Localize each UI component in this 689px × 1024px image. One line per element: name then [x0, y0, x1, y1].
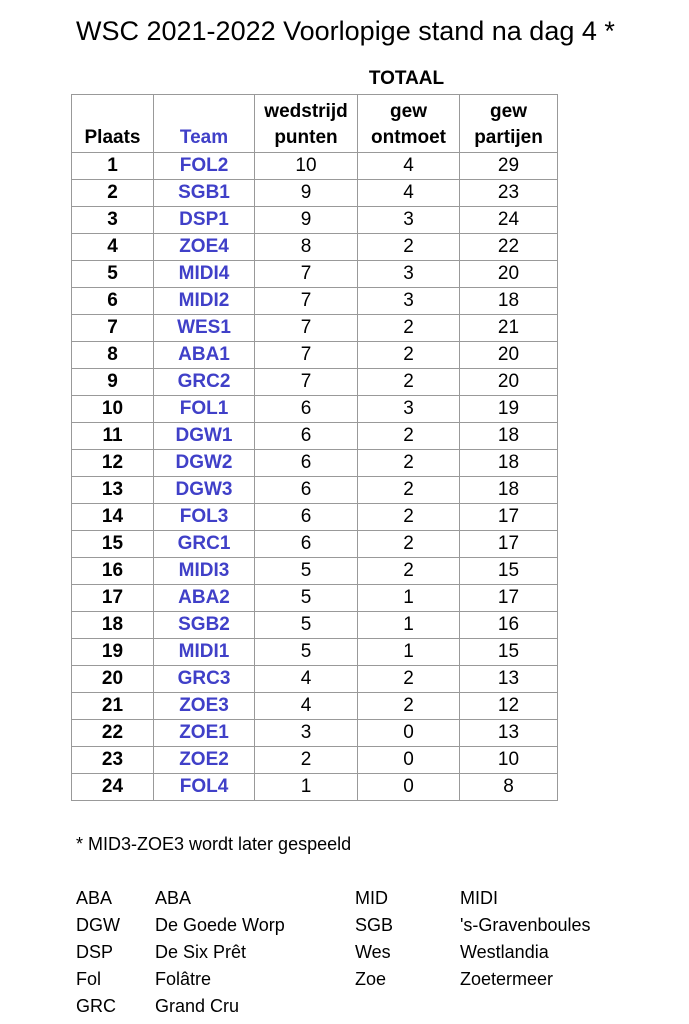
cell-ontmoet: 2 [358, 342, 460, 369]
cell-ontmoet: 3 [358, 396, 460, 423]
cell-plaats: 24 [72, 774, 154, 801]
legend-abbr: SGB [355, 915, 394, 935]
cell-team: ABA1 [154, 342, 255, 369]
cell-plaats: 8 [72, 342, 154, 369]
header-gew-partijen: gew partijen [460, 95, 558, 153]
cell-ontmoet: 4 [358, 180, 460, 207]
cell-ontmoet: 2 [358, 477, 460, 504]
cell-plaats: 12 [72, 450, 154, 477]
cell-team: DGW1 [154, 423, 255, 450]
cell-plaats: 1 [72, 153, 154, 180]
cell-partijen: 13 [460, 666, 558, 693]
page-title: WSC 2021-2022 Voorlopige stand na dag 4 * [76, 16, 615, 46]
cell-plaats: 7 [72, 315, 154, 342]
cell-plaats: 9 [72, 369, 154, 396]
cell-partijen: 10 [460, 747, 558, 774]
cell-punten: 5 [255, 639, 358, 666]
cell-team: FOL3 [154, 504, 255, 531]
cell-plaats: 18 [72, 612, 154, 639]
cell-team: DGW3 [154, 477, 255, 504]
legend-name: Zoetermeer [460, 969, 554, 989]
cell-plaats: 22 [72, 720, 154, 747]
cell-partijen: 18 [460, 450, 558, 477]
cell-team: FOL1 [154, 396, 255, 423]
legend-name: 's-Gravenboules [460, 915, 591, 935]
cell-partijen: 8 [460, 774, 558, 801]
table-row [72, 477, 558, 504]
cell-plaats: 16 [72, 558, 154, 585]
cell-partijen: 16 [460, 612, 558, 639]
legend-abbr: DSP [76, 942, 114, 962]
cell-team: GRC3 [154, 666, 255, 693]
table-row [72, 666, 558, 693]
cell-ontmoet: 2 [358, 531, 460, 558]
cell-punten: 6 [255, 477, 358, 504]
cell-partijen: 18 [460, 423, 558, 450]
table-row [72, 531, 558, 558]
cell-team: MIDI1 [154, 639, 255, 666]
cell-ontmoet: 0 [358, 774, 460, 801]
cell-punten: 7 [255, 261, 358, 288]
legend-abbr: GRC [76, 996, 116, 1016]
cell-plaats: 2 [72, 180, 154, 207]
table-row [72, 720, 558, 747]
table-row [72, 639, 558, 666]
cell-team: MIDI3 [154, 558, 255, 585]
cell-team: MIDI4 [154, 261, 255, 288]
cell-partijen: 23 [460, 180, 558, 207]
cell-ontmoet: 3 [358, 207, 460, 234]
cell-team: ZOE1 [154, 720, 255, 747]
table-row [72, 747, 558, 774]
cell-ontmoet: 1 [358, 585, 460, 612]
cell-ontmoet: 1 [358, 639, 460, 666]
cell-ontmoet: 2 [358, 693, 460, 720]
cell-punten: 8 [255, 234, 358, 261]
cell-partijen: 17 [460, 504, 558, 531]
cell-team: ZOE3 [154, 693, 255, 720]
cell-team: FOL2 [154, 153, 255, 180]
cell-plaats: 15 [72, 531, 154, 558]
cell-ontmoet: 2 [358, 315, 460, 342]
cell-punten: 1 [255, 774, 358, 801]
table-row [72, 261, 558, 288]
totaal-header: TOTAAL [368, 68, 445, 89]
table-row [72, 315, 558, 342]
cell-ontmoet: 2 [358, 666, 460, 693]
cell-ontmoet: 2 [358, 504, 460, 531]
cell-partijen: 20 [460, 261, 558, 288]
cell-punten: 4 [255, 666, 358, 693]
cell-team: GRC2 [154, 369, 255, 396]
cell-plaats: 4 [72, 234, 154, 261]
table-row [72, 585, 558, 612]
header-wedstrijd-punten: wedstrijd punten [255, 95, 358, 153]
cell-partijen: 22 [460, 234, 558, 261]
cell-plaats: 6 [72, 288, 154, 315]
cell-team: WES1 [154, 315, 255, 342]
cell-punten: 6 [255, 396, 358, 423]
cell-team: GRC1 [154, 531, 255, 558]
footnote: * MID3-ZOE3 wordt later gespeeld [76, 834, 352, 854]
cell-team: DSP1 [154, 207, 255, 234]
cell-ontmoet: 1 [358, 612, 460, 639]
cell-plaats: 13 [72, 477, 154, 504]
table-row [72, 504, 558, 531]
cell-partijen: 17 [460, 531, 558, 558]
legend-abbr: DGW [76, 915, 120, 935]
cell-punten: 10 [255, 153, 358, 180]
cell-punten: 3 [255, 720, 358, 747]
cell-plaats: 17 [72, 585, 154, 612]
legend-name: De Goede Worp [155, 915, 285, 935]
table-row [72, 774, 558, 801]
cell-partijen: 13 [460, 720, 558, 747]
cell-punten: 4 [255, 693, 358, 720]
table-row [72, 693, 558, 720]
cell-ontmoet: 2 [358, 423, 460, 450]
table-row [72, 153, 558, 180]
cell-ontmoet: 2 [358, 450, 460, 477]
cell-punten: 6 [255, 423, 358, 450]
standings-table [71, 94, 558, 801]
cell-partijen: 21 [460, 315, 558, 342]
cell-ontmoet: 4 [358, 153, 460, 180]
legend-abbr: Fol [76, 969, 102, 989]
cell-partijen: 18 [460, 477, 558, 504]
cell-partijen: 18 [460, 288, 558, 315]
legend-abbr: MID [355, 888, 388, 908]
cell-team: FOL4 [154, 774, 255, 801]
table-row [72, 288, 558, 315]
legend-name: ABA [155, 888, 192, 908]
table-row [72, 369, 558, 396]
legend-abbr: ABA [76, 888, 113, 908]
cell-punten: 9 [255, 180, 358, 207]
cell-punten: 6 [255, 504, 358, 531]
table-row [72, 207, 558, 234]
legend-name: Grand Cru [155, 996, 240, 1016]
cell-punten: 9 [255, 207, 358, 234]
table-row [72, 342, 558, 369]
cell-partijen: 12 [460, 693, 558, 720]
cell-plaats: 14 [72, 504, 154, 531]
cell-team: SGB1 [154, 180, 255, 207]
cell-ontmoet: 3 [358, 261, 460, 288]
legend-name: De Six Prêt [155, 942, 247, 962]
cell-plaats: 11 [72, 423, 154, 450]
header-team: Team [154, 95, 255, 153]
table-row [72, 558, 558, 585]
cell-punten: 7 [255, 315, 358, 342]
cell-team: ZOE2 [154, 747, 255, 774]
cell-punten: 7 [255, 288, 358, 315]
cell-partijen: 15 [460, 558, 558, 585]
cell-partijen: 20 [460, 342, 558, 369]
legend-abbr: Wes [355, 942, 391, 962]
cell-punten: 7 [255, 369, 358, 396]
cell-punten: 6 [255, 531, 358, 558]
cell-punten: 5 [255, 585, 358, 612]
cell-plaats: 21 [72, 693, 154, 720]
cell-plaats: 3 [72, 207, 154, 234]
cell-plaats: 23 [72, 747, 154, 774]
cell-punten: 5 [255, 612, 358, 639]
cell-team: DGW2 [154, 450, 255, 477]
cell-ontmoet: 0 [358, 747, 460, 774]
legend-name: Folâtre [155, 969, 212, 989]
cell-partijen: 17 [460, 585, 558, 612]
cell-partijen: 20 [460, 369, 558, 396]
table-row [72, 396, 558, 423]
cell-plaats: 5 [72, 261, 154, 288]
legend-abbr: Zoe [355, 969, 387, 989]
cell-partijen: 19 [460, 396, 558, 423]
cell-partijen: 29 [460, 153, 558, 180]
cell-team: MIDI2 [154, 288, 255, 315]
header-plaats: Plaats [72, 95, 154, 153]
table-row [72, 234, 558, 261]
header-gew-ontmoet: gew ontmoet [358, 95, 460, 153]
cell-team: SGB2 [154, 612, 255, 639]
cell-punten: 2 [255, 747, 358, 774]
cell-team: ZOE4 [154, 234, 255, 261]
legend-name: MIDI [460, 888, 498, 908]
legend-name: Westlandia [460, 942, 549, 962]
cell-ontmoet: 2 [358, 558, 460, 585]
cell-plaats: 10 [72, 396, 154, 423]
table-row [72, 450, 558, 477]
cell-punten: 6 [255, 450, 358, 477]
cell-ontmoet: 0 [358, 720, 460, 747]
table-row [72, 180, 558, 207]
cell-plaats: 20 [72, 666, 154, 693]
cell-plaats: 19 [72, 639, 154, 666]
cell-ontmoet: 3 [358, 288, 460, 315]
cell-punten: 7 [255, 342, 358, 369]
table-row [72, 612, 558, 639]
header-row [72, 95, 558, 153]
cell-partijen: 15 [460, 639, 558, 666]
table-row [72, 423, 558, 450]
cell-ontmoet: 2 [358, 234, 460, 261]
cell-partijen: 24 [460, 207, 558, 234]
cell-ontmoet: 2 [358, 369, 460, 396]
cell-team: ABA2 [154, 585, 255, 612]
cell-punten: 5 [255, 558, 358, 585]
